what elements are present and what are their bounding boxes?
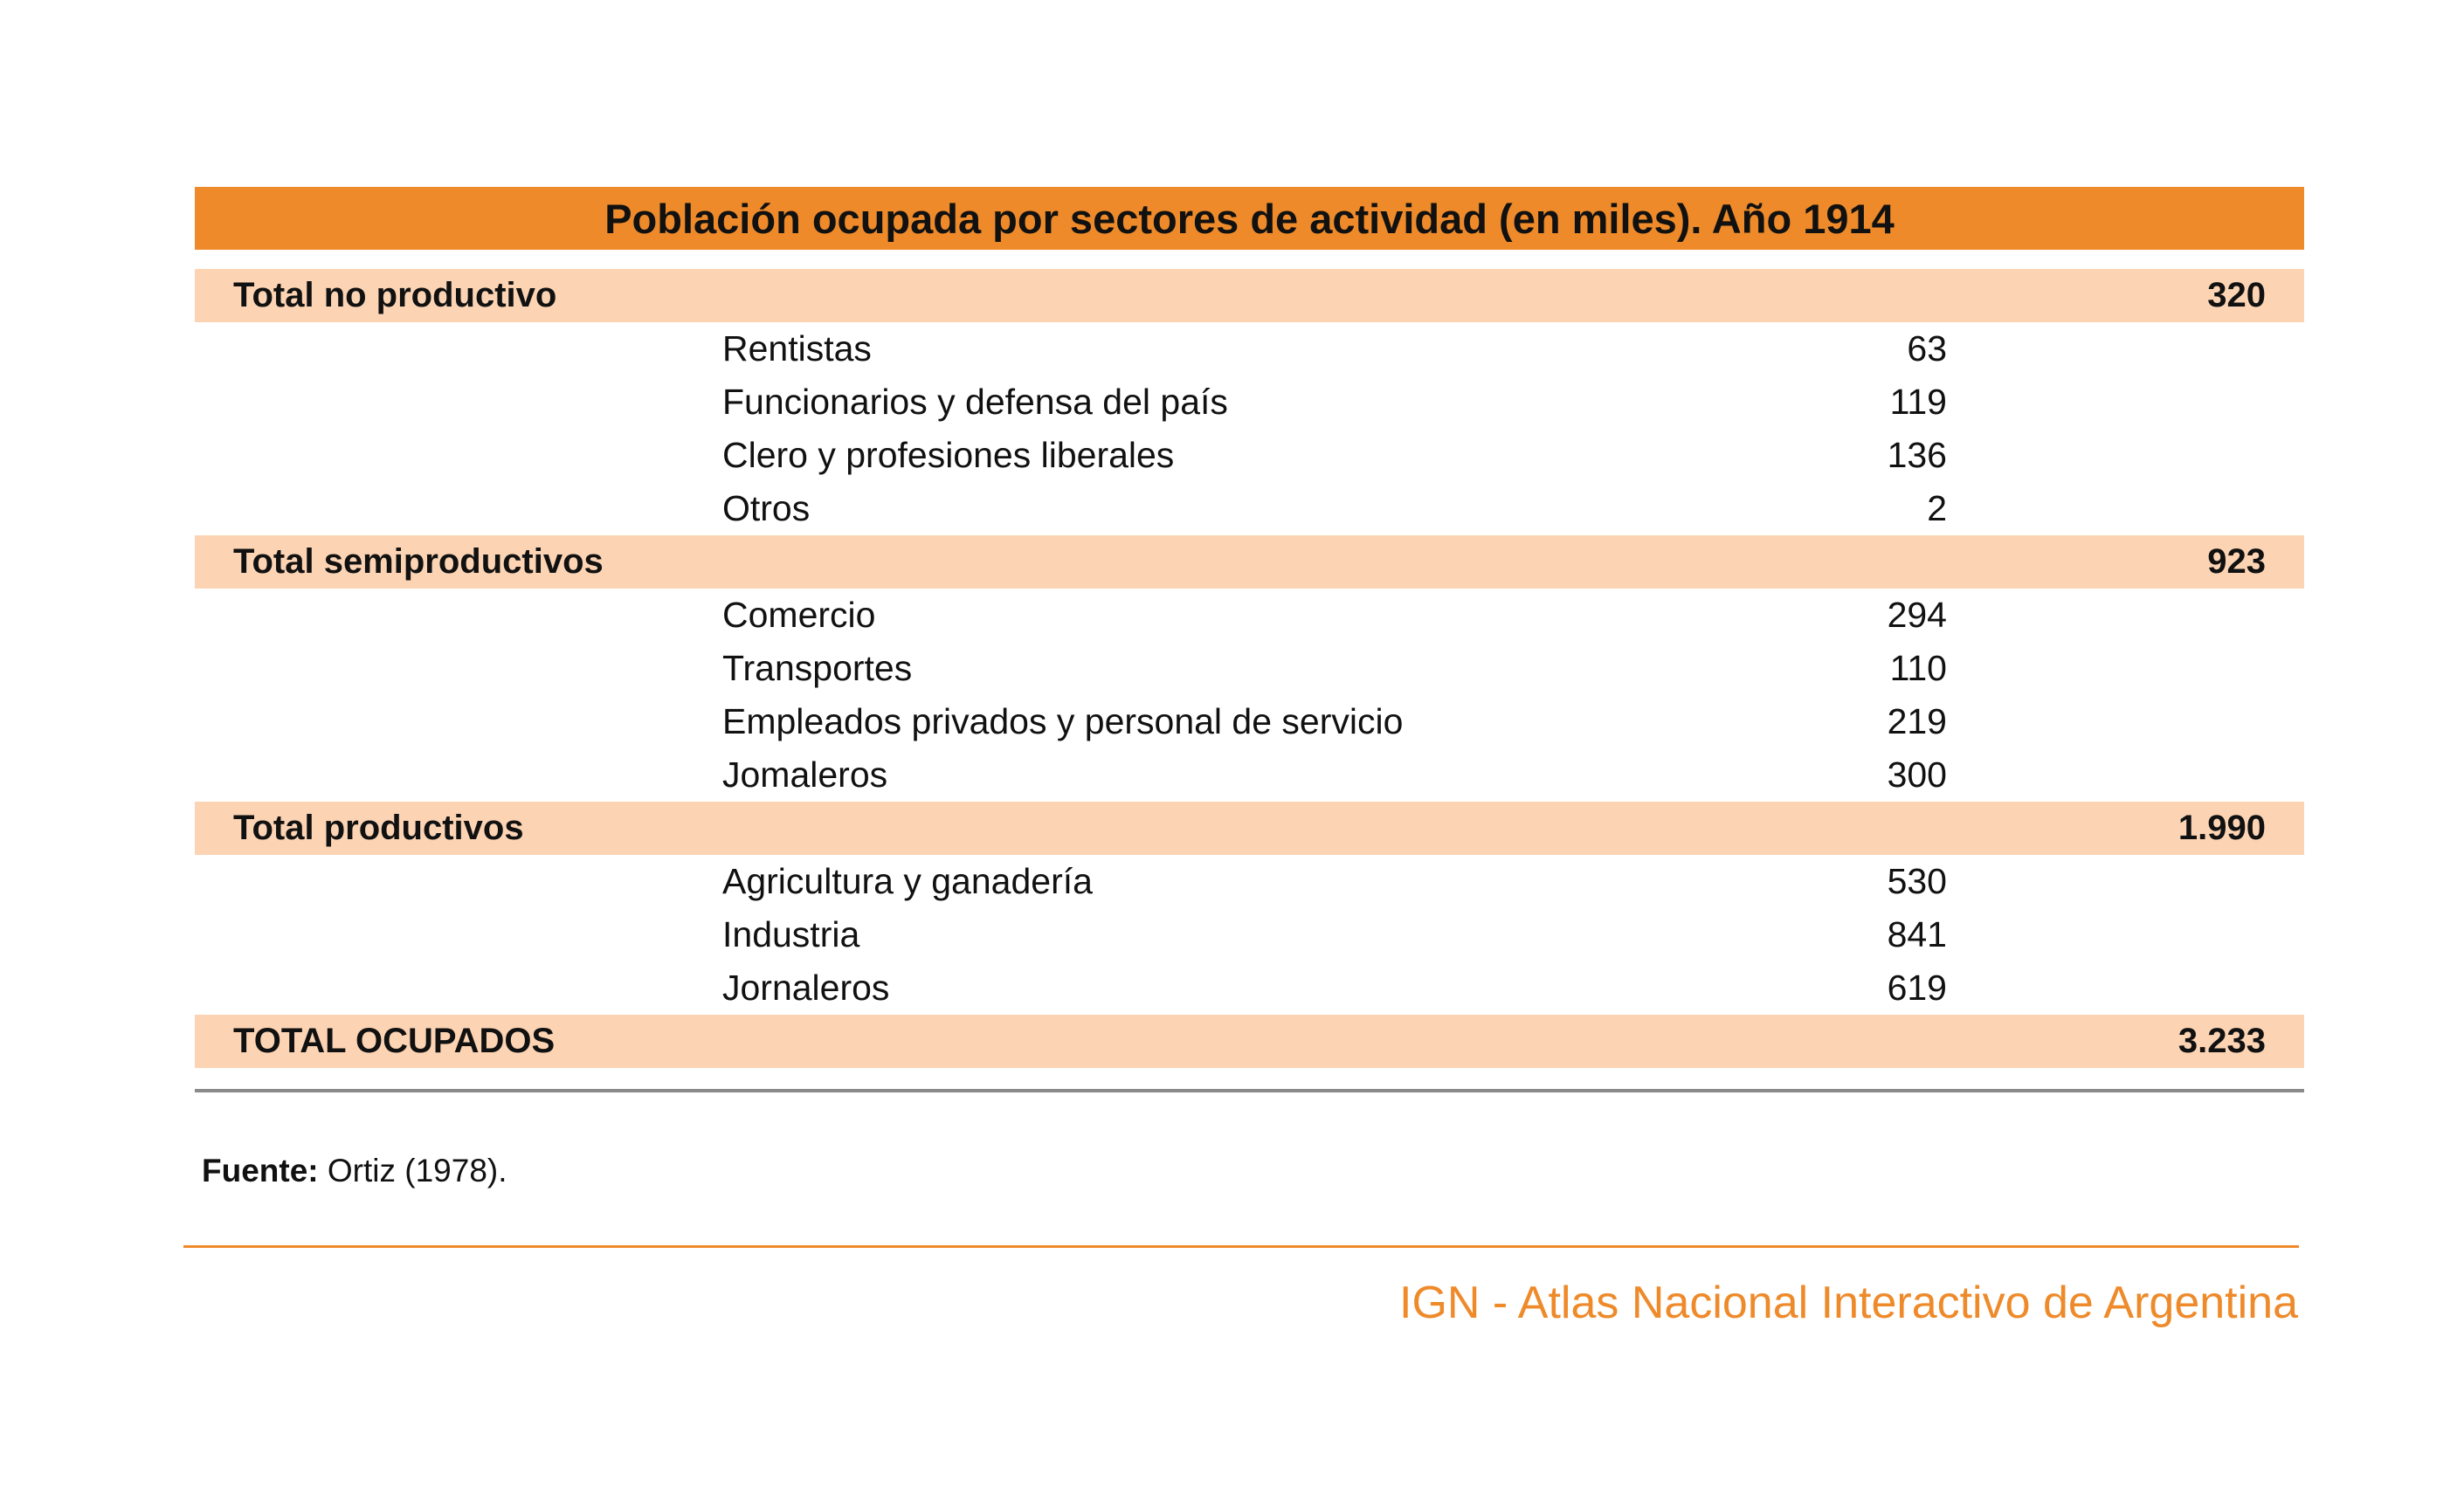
table-row (195, 642, 2304, 695)
item-value: 619 (1887, 968, 1947, 1008)
data-table (195, 187, 2304, 1092)
total-value: 923 (2207, 542, 2266, 581)
table-row (195, 482, 2304, 535)
table-bottom-divider (195, 1089, 2304, 1092)
total-value: 320 (2207, 276, 2266, 314)
item-label: Transportes (722, 648, 913, 688)
item-label: Otros (722, 488, 811, 528)
grand-total-label: TOTAL OCUPADOS (233, 1022, 556, 1060)
item-value: 2 (1927, 488, 1947, 528)
item-label: Rentistas (722, 328, 872, 369)
table-row (195, 908, 2304, 961)
item-value: 119 (1889, 382, 1947, 422)
total-label: Total productivos (233, 809, 524, 847)
item-label: Empleados privados y personal de servicio (722, 701, 1404, 741)
item-value: 841 (1887, 914, 1947, 954)
source-note (202, 1153, 507, 1189)
item-label: Comercio (722, 595, 876, 635)
grand-total-row (195, 1015, 2304, 1068)
item-label: Jomaleros (722, 754, 888, 795)
table-row (195, 375, 2304, 429)
total-label: Total semiproductivos (233, 542, 604, 581)
item-label: Jornaleros (722, 968, 890, 1008)
table-row (195, 589, 2304, 642)
footer-brand: IGN - Atlas Nacional Interactivo de Argentina (1399, 1278, 2298, 1328)
grand-total-value: 3.233 (2178, 1022, 2266, 1060)
item-value: 294 (1887, 595, 1947, 635)
table-row (195, 748, 2304, 802)
table-row (195, 322, 2304, 375)
total-row-no-productivo (195, 269, 2304, 322)
table-row (195, 961, 2304, 1015)
table-title: Población ocupada por sectores de actividad (en miles). Año 1914 (195, 187, 2304, 250)
item-value: 110 (1889, 648, 1947, 688)
total-row-productivos (195, 802, 2304, 855)
table-row (195, 855, 2304, 908)
total-row-semiproductivos (195, 535, 2304, 589)
item-label: Industria (722, 914, 860, 954)
table-row (195, 695, 2304, 748)
source-label: Fuente: (202, 1153, 319, 1188)
table-row (195, 429, 2304, 482)
total-value: 1.990 (2178, 809, 2266, 847)
item-label: Agricultura y ganadería (722, 861, 1093, 901)
source-text: Ortiz (1978). (327, 1153, 507, 1188)
total-label: Total no productivo (233, 276, 557, 314)
item-label: Clero y profesiones liberales (722, 435, 1175, 475)
item-value: 530 (1887, 861, 1947, 901)
footer-divider (183, 1245, 2299, 1248)
item-value: 63 (1907, 328, 1947, 369)
item-value: 219 (1887, 701, 1947, 741)
item-value: 136 (1887, 435, 1947, 475)
item-value: 300 (1887, 754, 1947, 795)
item-label: Funcionarios y defensa del país (722, 382, 1228, 422)
